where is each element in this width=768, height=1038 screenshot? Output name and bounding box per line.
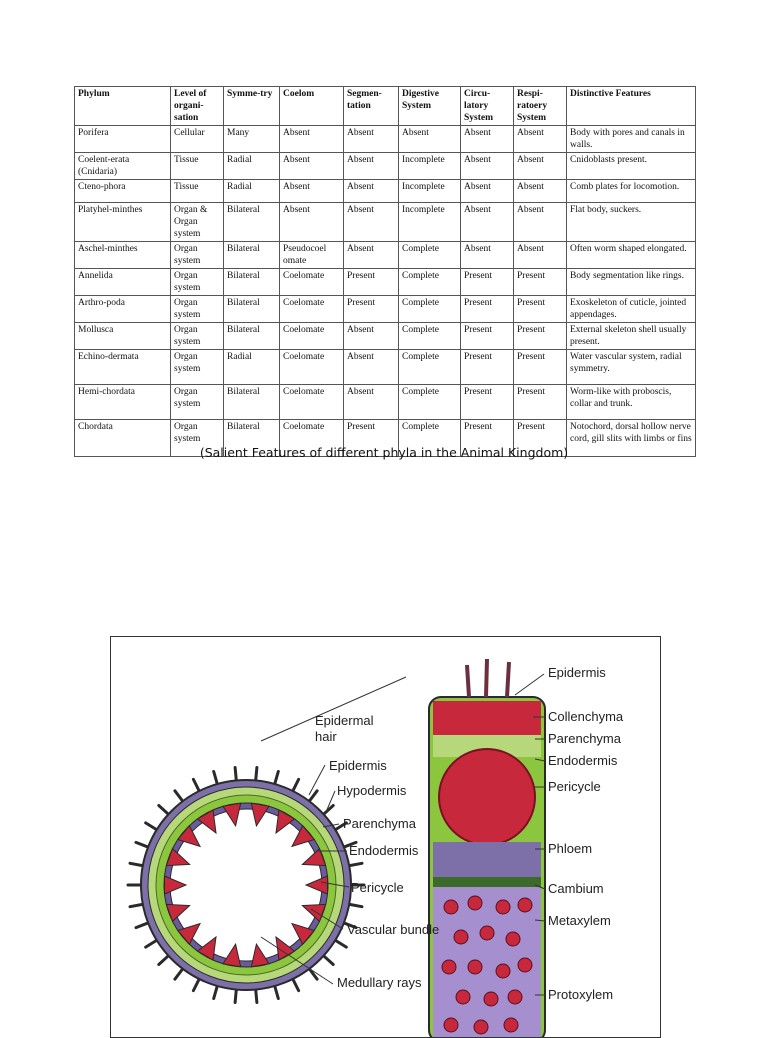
epidermal-hair bbox=[292, 779, 298, 792]
label-protoxylem: Protoxylem bbox=[548, 987, 614, 1002]
epidermal-hair bbox=[193, 779, 199, 792]
table-cell: Mollusca bbox=[75, 323, 171, 350]
table-cell: Present bbox=[344, 269, 399, 296]
table-cell: Bilateral bbox=[224, 203, 280, 242]
label-parenchyma-left: Parenchyma bbox=[343, 816, 416, 831]
label-epidermal-hair-line: hair bbox=[315, 729, 337, 744]
epidermal-hair bbox=[175, 791, 183, 802]
table-cell: Worm-like with proboscis, collar and trunk. bbox=[567, 385, 696, 420]
xylem-vessel bbox=[504, 1018, 518, 1032]
xylem-vessel bbox=[474, 1020, 488, 1034]
table-cell: Present bbox=[461, 296, 514, 323]
table-cell: Complete bbox=[399, 350, 461, 385]
table-cell: Absent bbox=[344, 350, 399, 385]
table-cell: Hemi-chordata bbox=[75, 385, 171, 420]
table-cell: Present bbox=[461, 420, 514, 457]
table-cell: Flat body, suckers. bbox=[567, 203, 696, 242]
epidermal-hair bbox=[292, 978, 298, 991]
table-cell: Pseudocoel omate bbox=[280, 242, 344, 269]
table-cell: Cellular bbox=[171, 126, 224, 153]
table-cell: Absent bbox=[280, 126, 344, 153]
epidermal-hair bbox=[146, 940, 158, 947]
table-row bbox=[75, 203, 696, 242]
table-cell: Notochord, dorsal hollow nerve cord, gill slits with limbs or fins bbox=[567, 420, 696, 457]
table-cell: Present bbox=[461, 350, 514, 385]
header-digestive: Digestive System bbox=[399, 87, 461, 126]
epidermal-hair bbox=[309, 968, 317, 979]
epidermal-hair bbox=[193, 978, 199, 991]
table-cell: Bilateral bbox=[224, 420, 280, 457]
table-cell: Present bbox=[514, 323, 567, 350]
label-vascular-bundle: Vascular bundle bbox=[347, 922, 440, 937]
table-cell: Absent bbox=[280, 153, 344, 180]
header-respiratory: Respi-ratoery System bbox=[514, 87, 567, 126]
table-cell: Platyhel-minthes bbox=[75, 203, 171, 242]
table-cell: Present bbox=[461, 323, 514, 350]
label-cambium: Cambium bbox=[548, 881, 604, 896]
label-pericycle-right: Pericycle bbox=[548, 779, 601, 794]
xylem-vessel bbox=[518, 958, 532, 972]
table-row bbox=[75, 296, 696, 323]
table-cell: Chordata bbox=[75, 420, 171, 457]
xylem-vessel bbox=[444, 1018, 458, 1032]
epidermal-hair bbox=[235, 989, 236, 1003]
table-cell: Absent bbox=[461, 242, 514, 269]
table-cell: Bilateral bbox=[224, 296, 280, 323]
table-cell: Complete bbox=[399, 323, 461, 350]
table-cell: Absent bbox=[344, 153, 399, 180]
table-cell: Bilateral bbox=[224, 385, 280, 420]
table-cell: Absent bbox=[461, 180, 514, 203]
cambium-band bbox=[433, 877, 541, 887]
table-cell: Tissue bbox=[171, 180, 224, 203]
table-row bbox=[75, 350, 696, 385]
xylem-vessel bbox=[496, 900, 510, 914]
table-cell: Absent bbox=[344, 323, 399, 350]
table-cell: Present bbox=[344, 296, 399, 323]
table-cell: Cnidoblasts present. bbox=[567, 153, 696, 180]
epidermal-hair bbox=[507, 662, 509, 697]
table-row bbox=[75, 323, 696, 350]
table-cell: Organ & Organ system bbox=[171, 203, 224, 242]
table-cell: Absent bbox=[344, 203, 399, 242]
table-cell: Absent bbox=[399, 126, 461, 153]
header-features: Distinctive Features bbox=[567, 87, 696, 126]
label-parenchyma-right: Parenchyma bbox=[548, 731, 621, 746]
table-cell: External skeleton shell usually present. bbox=[567, 323, 696, 350]
epidermal-hair bbox=[146, 823, 158, 830]
xylem-vessel bbox=[468, 960, 482, 974]
epidermal-hair bbox=[175, 968, 183, 979]
header-coelom: Coelom bbox=[280, 87, 344, 126]
epidermal-hair bbox=[214, 985, 218, 998]
table-cell: Arthro-poda bbox=[75, 296, 171, 323]
table-cell: Present bbox=[514, 296, 567, 323]
table-cell: Body with pores and canals in walls. bbox=[567, 126, 696, 153]
table-header-row bbox=[75, 87, 696, 126]
table-cell: Absent bbox=[344, 242, 399, 269]
table-cell: Annelida bbox=[75, 269, 171, 296]
epidermal-hair bbox=[136, 923, 149, 928]
table-cell: Coelomate bbox=[280, 323, 344, 350]
epidermal-hair bbox=[256, 768, 257, 782]
table-cell: Aschel-minthes bbox=[75, 242, 171, 269]
xylem-vessel bbox=[456, 990, 470, 1004]
label-collenchyma: Collenchyma bbox=[548, 709, 624, 724]
table-caption: (Salient Features of different phyla in the Animal Kingdom) bbox=[199, 445, 569, 460]
label-epidermal-hair-line: Epidermal bbox=[315, 713, 374, 728]
phyla-table bbox=[74, 86, 696, 457]
xylem-vessel bbox=[442, 960, 456, 974]
table-cell: Complete bbox=[399, 420, 461, 457]
table-cell: Radial bbox=[224, 153, 280, 180]
epidermal-hair bbox=[159, 955, 169, 964]
table-cell: Bilateral bbox=[224, 242, 280, 269]
epidermal-hair bbox=[348, 904, 362, 907]
collenchyma-band bbox=[433, 701, 541, 735]
table-cell: Absent bbox=[344, 180, 399, 203]
label-hypodermis: Hypodermis bbox=[337, 783, 407, 798]
header-symmetry: Symme-try bbox=[224, 87, 280, 126]
table-cell: Present bbox=[514, 385, 567, 420]
label-phloem: Phloem bbox=[548, 841, 593, 856]
table-cell: Coelomate bbox=[280, 420, 344, 457]
epidermal-hair bbox=[323, 955, 333, 964]
epidermal-hair bbox=[274, 772, 278, 785]
table-cell: Absent bbox=[461, 126, 514, 153]
xylem-vessel bbox=[484, 992, 498, 1006]
table-cell: Complete bbox=[399, 269, 461, 296]
table-cell: Porifera bbox=[75, 126, 171, 153]
epidermal-hair bbox=[256, 989, 257, 1003]
table-cell: Coelomate bbox=[280, 269, 344, 296]
table-row bbox=[75, 153, 696, 180]
epidermal-hair bbox=[467, 665, 469, 697]
table-cell: Present bbox=[461, 269, 514, 296]
table-cell: Tissue bbox=[171, 153, 224, 180]
table-cell: Coelomate bbox=[280, 296, 344, 323]
xylem-vessel bbox=[506, 932, 520, 946]
label-endodermis-left: Endodermis bbox=[349, 843, 419, 858]
xylem-vessel bbox=[480, 926, 494, 940]
xylem-vessel bbox=[508, 990, 522, 1004]
table-cell: Bilateral bbox=[224, 269, 280, 296]
label-pericycle-left: Pericycle bbox=[351, 880, 404, 895]
table-cell: Absent bbox=[514, 242, 567, 269]
table-cell: Complete bbox=[399, 296, 461, 323]
table-row bbox=[75, 126, 696, 153]
table-cell: Absent bbox=[514, 203, 567, 242]
table-cell: Radial bbox=[224, 180, 280, 203]
epidermal-hair bbox=[235, 768, 236, 782]
label-endodermis-right: Endodermis bbox=[548, 753, 618, 768]
epidermal-hair bbox=[159, 806, 169, 815]
xylem-vessel bbox=[518, 898, 532, 912]
table-cell: Absent bbox=[461, 203, 514, 242]
table-cell: Water vascular system, radial symmetry. bbox=[567, 350, 696, 385]
epidermal-hair bbox=[348, 863, 362, 866]
table-row bbox=[75, 242, 696, 269]
table-row bbox=[75, 269, 696, 296]
table-cell: Incomplete bbox=[399, 180, 461, 203]
table-cell: Absent bbox=[280, 180, 344, 203]
table-cell: Complete bbox=[399, 385, 461, 420]
table-cell: Coelomate bbox=[280, 385, 344, 420]
epidermal-hair bbox=[130, 904, 144, 907]
epidermal-hair bbox=[136, 842, 149, 847]
table-cell: Radial bbox=[224, 350, 280, 385]
table-cell: Exoskeleton of cuticle, jointed appendages. bbox=[567, 296, 696, 323]
table-cell: Present bbox=[461, 385, 514, 420]
table-cell: Organ system bbox=[171, 350, 224, 385]
table-cell: Organ system bbox=[171, 269, 224, 296]
epidermal-hair bbox=[214, 772, 218, 785]
table-cell: Organ system bbox=[171, 420, 224, 457]
epidermal-hair bbox=[486, 659, 487, 697]
table-cell: Coelent-erata (Cnidaria) bbox=[75, 153, 171, 180]
table-cell: Absent bbox=[344, 126, 399, 153]
label-metaxylem: Metaxylem bbox=[548, 913, 611, 928]
table-cell: Absent bbox=[514, 126, 567, 153]
table-cell: Present bbox=[514, 420, 567, 457]
table-cell: Bilateral bbox=[224, 323, 280, 350]
header-phylum: Phylum bbox=[75, 87, 171, 126]
phloem-band bbox=[433, 842, 541, 877]
table-cell: Organ system bbox=[171, 296, 224, 323]
epidermal-hair bbox=[130, 863, 144, 866]
longitudinal-section bbox=[429, 659, 545, 1037]
table-cell: Many bbox=[224, 126, 280, 153]
table-cell: Incomplete bbox=[399, 203, 461, 242]
table-cell: Absent bbox=[461, 153, 514, 180]
label-epidermal-hair bbox=[315, 713, 374, 744]
pericycle-zone bbox=[439, 749, 535, 845]
table-cell: Coelomate bbox=[280, 350, 344, 385]
table-cell: Body segmentation like rings. bbox=[567, 269, 696, 296]
table-cell: Organ system bbox=[171, 323, 224, 350]
epidermal-hair bbox=[274, 985, 278, 998]
epidermal-hair bbox=[334, 940, 346, 947]
xylem-vessel bbox=[444, 900, 458, 914]
label-epidermis-right: Epidermis bbox=[548, 665, 606, 680]
table-cell: Cteno-phora bbox=[75, 180, 171, 203]
table-cell: Echino-dermata bbox=[75, 350, 171, 385]
table-cell: Absent bbox=[514, 153, 567, 180]
table-cell: Present bbox=[344, 420, 399, 457]
header-segmentation: Segmen-tation bbox=[344, 87, 399, 126]
stem-diagram bbox=[111, 637, 660, 1037]
label-epidermis-left: Epidermis bbox=[329, 758, 387, 773]
table-cell: Complete bbox=[399, 242, 461, 269]
stem-cross-section-figure bbox=[110, 636, 661, 1038]
header-circulatory: Circu-latory System bbox=[461, 87, 514, 126]
table-cell: Incomplete bbox=[399, 153, 461, 180]
table-cell: Often worm shaped elongated. bbox=[567, 242, 696, 269]
xylem-vessel bbox=[468, 896, 482, 910]
table-row bbox=[75, 180, 696, 203]
table-cell: Absent bbox=[280, 203, 344, 242]
xylem-vessel bbox=[496, 964, 510, 978]
table-cell: Absent bbox=[344, 385, 399, 420]
table-cell: Comb plates for locomotion. bbox=[567, 180, 696, 203]
table-cell: Absent bbox=[514, 180, 567, 203]
label-medullary-rays: Medullary rays bbox=[337, 975, 422, 990]
table-cell: Organ system bbox=[171, 385, 224, 420]
table-row bbox=[75, 385, 696, 420]
table-cell: Organ system bbox=[171, 242, 224, 269]
xylem-vessel bbox=[454, 930, 468, 944]
table-cell: Present bbox=[514, 269, 567, 296]
table-cell: Present bbox=[514, 350, 567, 385]
header-level: Level of organi-sation bbox=[171, 87, 224, 126]
